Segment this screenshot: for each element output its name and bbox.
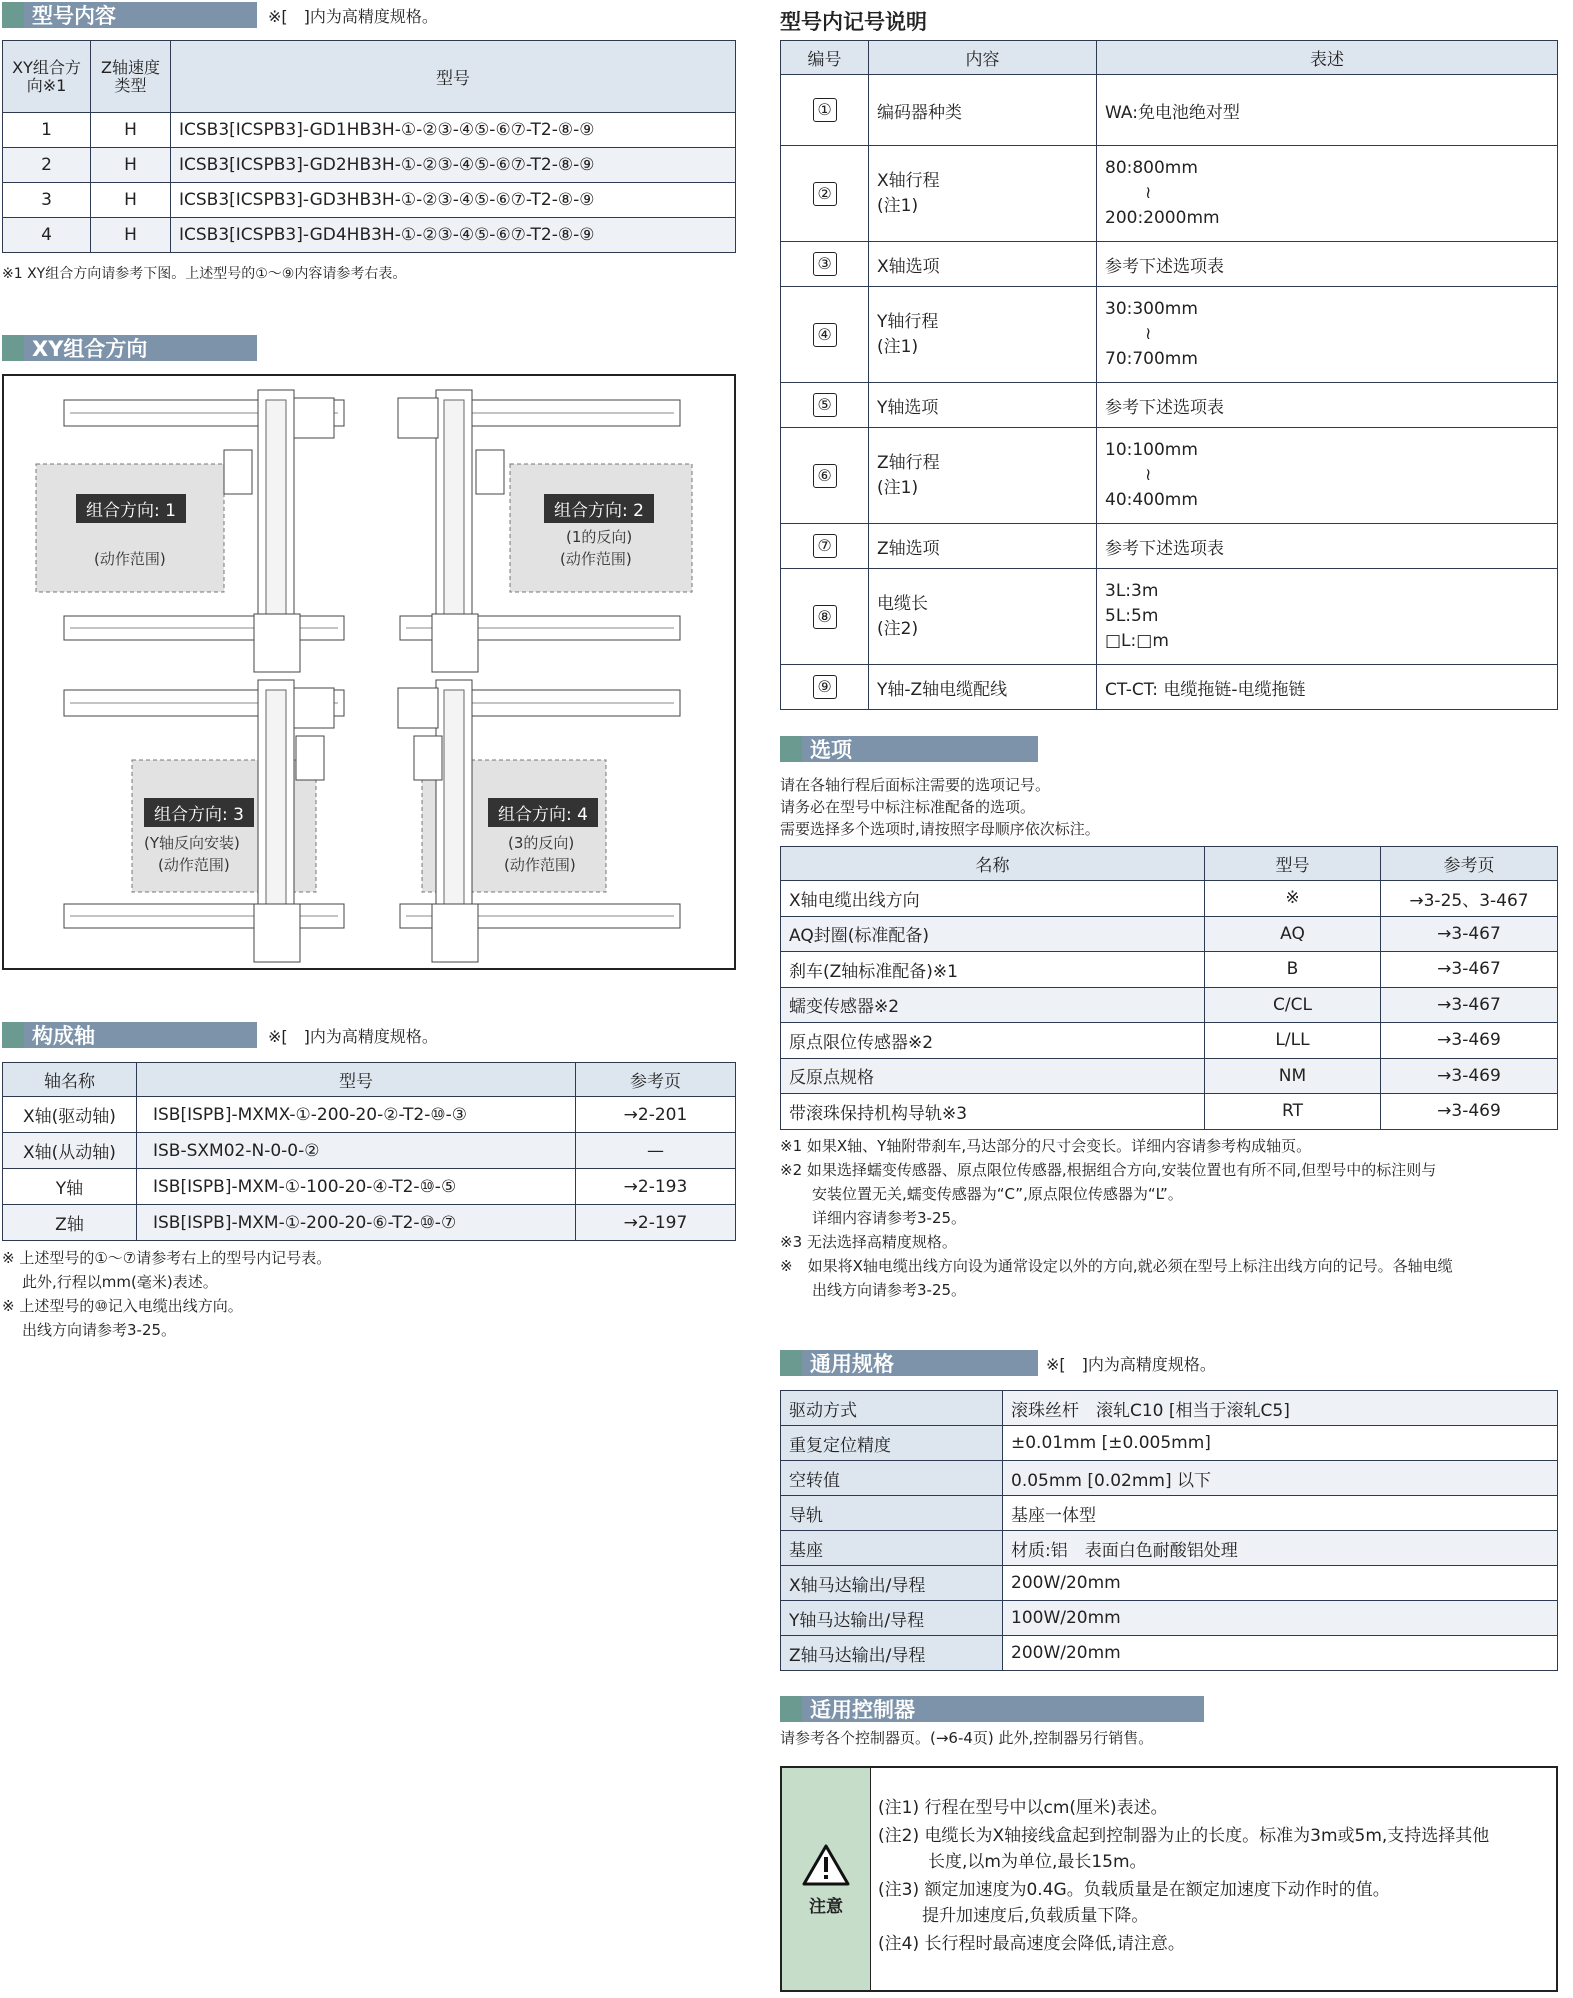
specs-label: Z轴马达输出/导程 — [781, 1636, 1003, 1671]
model-cell: 4 — [3, 218, 91, 253]
table-row — [781, 1566, 1558, 1601]
axes-cell: ISB[ISPB]-MXM-①-100-20-④-T2-⑩-⑤ — [137, 1169, 576, 1205]
options-cell: →3-467 — [1381, 987, 1558, 1023]
options-cell: 原点限位传感器※2 — [781, 1023, 1205, 1059]
options-cell: RT — [1205, 1094, 1381, 1130]
options-note-1: ※1 如果X轴、Y轴附带刹车,马达部分的尺寸会变长。详细内容请参考构成轴页。 — [780, 1137, 1312, 1155]
warning-icon — [802, 1844, 850, 1886]
specs-value: 200W/20mm — [1003, 1566, 1558, 1601]
table-row — [781, 242, 1558, 287]
options-intro-2: 请务必在型号中标注标准配备的选项。 — [780, 798, 1036, 816]
panel-4-range: (动作范围) — [504, 856, 576, 874]
table-row — [781, 1094, 1558, 1130]
table-row — [781, 569, 1558, 665]
symbol-desc: □L:□m — [1105, 631, 1169, 651]
symbol-content: Y轴行程 — [877, 311, 939, 332]
caution-note-3: 长度,以m为单位,最长15m。 — [928, 1852, 1147, 1872]
model-cell: H — [91, 183, 171, 218]
options-table — [780, 846, 1558, 1130]
controller-text: 请参考各个控制器页。(→6-4页) 此外,控制器另行销售。 — [780, 1729, 1154, 1747]
specs-value: 滚珠丝杆 滚轧C10 [相当于滚轧C5] — [1003, 1391, 1558, 1426]
specs-label: Y轴马达输出/导程 — [781, 1601, 1003, 1636]
table-row — [781, 1058, 1558, 1094]
axes-cell: X轴(驱动轴) — [3, 1097, 137, 1133]
options-cell: →3-469 — [1381, 1094, 1558, 1130]
axes-note-3: ※ 上述型号的⑩记入电缆出线方向。 — [2, 1297, 243, 1315]
symbol-desc: 参考下述选项表 — [1097, 383, 1558, 428]
symbol-number: ⑨ — [813, 675, 837, 699]
symbol-number: ⑤ — [813, 393, 837, 417]
table-row — [781, 75, 1558, 146]
table-row — [3, 183, 736, 218]
symbol-desc: 参考下述选项表 — [1097, 524, 1558, 569]
model-header-z: Z轴速度类型 — [91, 41, 171, 113]
model-cell: H — [91, 218, 171, 253]
specs-value: 100W/20mm — [1003, 1601, 1558, 1636]
symbols-header-no: 编号 — [781, 41, 869, 75]
panel-3-sub: (Y轴反向安装) — [144, 834, 240, 852]
options-cell: X轴电缆出线方向 — [781, 881, 1205, 917]
panel-1-drawing — [36, 390, 344, 672]
symbol-desc: 70:700mm — [1105, 349, 1198, 369]
options-note-3: 安装位置无关,蠕变传感器为“C”,原点限位传感器为“L”。 — [812, 1185, 1183, 1203]
symbol-desc-range: ≀ — [1145, 324, 1152, 344]
options-header-code: 型号 — [1205, 847, 1381, 881]
symbol-content-note: (注1) — [877, 195, 919, 216]
symbol-content: X轴选项 — [869, 242, 1097, 287]
options-header-name: 名称 — [781, 847, 1205, 881]
options-cell: 刹车(Z轴标准配备)※1 — [781, 952, 1205, 988]
caution-note-1: (注1) 行程在型号中以cm(厘米)表述。 — [878, 1798, 1168, 1818]
table-row — [781, 1426, 1558, 1461]
panel-2-range: (动作范围) — [560, 550, 632, 568]
axes-note-2: 此外,行程以mm(毫米)表述。 — [22, 1273, 218, 1291]
symbol-number: ⑥ — [813, 464, 837, 488]
table-row — [781, 1023, 1558, 1059]
caution-label: 注意 — [809, 1897, 843, 1917]
symbols-table — [780, 40, 1558, 710]
specs-label: 基座 — [781, 1531, 1003, 1566]
symbols-header-content: 内容 — [869, 41, 1097, 75]
symbol-content: Y轴选项 — [869, 383, 1097, 428]
specs-label: 导轨 — [781, 1496, 1003, 1531]
model-cell: ICSB3[ICSPB3]-GD4HB3H-①-②③-④⑤-⑥⑦-T2-⑧-⑨ — [171, 218, 736, 253]
table-row — [3, 1169, 736, 1205]
panel-1-range: (动作范围) — [94, 550, 166, 568]
axes-table — [2, 1062, 736, 1241]
caution-note-4: (注3) 额定加速度为0.4G。负载质量是在额定加速度下动作时的值。 — [878, 1880, 1390, 1900]
model-cell: H — [91, 148, 171, 183]
table-row — [781, 952, 1558, 988]
options-cell: →3-469 — [1381, 1058, 1558, 1094]
table-row — [781, 881, 1558, 917]
caution-note-6: (注4) 长行程时最高速度会降低,请注意。 — [878, 1934, 1185, 1954]
symbol-content: Z轴行程 — [877, 452, 940, 473]
specs-value: 材质:铝 表面白色耐酸铝处理 — [1003, 1531, 1558, 1566]
options-cell: →3-25、3-467 — [1381, 881, 1558, 917]
specs-label: X轴马达输出/导程 — [781, 1566, 1003, 1601]
options-note-7: 出线方向请参考3-25。 — [812, 1281, 967, 1299]
options-note-5: ※3 无法选择高精度规格。 — [780, 1233, 957, 1251]
model-cell: ICSB3[ICSPB3]-GD2HB3H-①-②③-④⑤-⑥⑦-T2-⑧-⑨ — [171, 148, 736, 183]
model-section-title: 型号内容 — [2, 2, 257, 28]
symbols-section-title: 型号内记号说明 — [780, 10, 927, 34]
symbol-desc-range: ≀ — [1145, 183, 1152, 203]
panel-1-label: 组合方向: 1 — [76, 494, 186, 523]
symbol-desc: 30:300mm — [1105, 299, 1198, 319]
specs-table — [780, 1390, 1558, 1671]
axes-cell: →2-201 — [576, 1097, 736, 1133]
symbol-number: ⑦ — [813, 534, 837, 558]
table-row — [3, 1133, 736, 1169]
xy-diagram — [2, 374, 736, 970]
table-row — [781, 428, 1558, 524]
axes-header-page: 参考页 — [576, 1063, 736, 1097]
table-row — [3, 218, 736, 253]
symbol-desc-range: ≀ — [1145, 465, 1152, 485]
axes-cell: Y轴 — [3, 1169, 137, 1205]
options-cell: →3-469 — [1381, 1023, 1558, 1059]
table-row — [781, 665, 1558, 710]
model-header-model: 型号 — [171, 41, 736, 113]
controller-section-title: 适用控制器 — [780, 1696, 1204, 1722]
symbol-desc: 80:800mm — [1105, 158, 1198, 178]
symbol-content: 编码器种类 — [869, 75, 1097, 146]
symbol-desc: WA:免电池绝对型 — [1097, 75, 1558, 146]
panel-3-range: (动作范围) — [158, 856, 230, 874]
symbol-number: ② — [813, 182, 837, 206]
options-cell: 反原点规格 — [781, 1058, 1205, 1094]
options-intro-3: 需要选择多个选项时,请按照字母顺序依次标注。 — [780, 820, 1100, 838]
axes-cell: ISB[ISPB]-MXMX-①-200-20-②-T2-⑩-③ — [137, 1097, 576, 1133]
caution-side — [782, 1768, 871, 1990]
axes-header-model: 型号 — [137, 1063, 576, 1097]
specs-section-note: ※[ ]内为高精度规格。 — [1046, 1355, 1216, 1374]
caution-note-2: (注2) 电缆长为X轴接线盒起到控制器为止的长度。标准为3m或5m,支持选择其他 — [878, 1826, 1490, 1846]
options-cell: B — [1205, 952, 1381, 988]
model-footnote: ※1 XY组合方向请参考下图。上述型号的①～⑨内容请参考右表。 — [2, 266, 407, 282]
options-cell: AQ — [1205, 916, 1381, 952]
options-section-title: 选项 — [780, 736, 1038, 762]
panel-4-sub: (3的反向) — [508, 834, 575, 852]
specs-value: 基座一体型 — [1003, 1496, 1558, 1531]
table-row — [781, 146, 1558, 242]
symbol-content-note: (注1) — [877, 336, 919, 357]
panel-2-label: 组合方向: 2 — [544, 494, 654, 523]
symbol-content-note: (注1) — [877, 477, 919, 498]
axes-header-name: 轴名称 — [3, 1063, 137, 1097]
axes-section-title: 构成轴 — [2, 1022, 257, 1048]
table-row — [781, 1391, 1558, 1426]
table-row — [781, 383, 1558, 428]
axes-cell: →2-197 — [576, 1205, 736, 1241]
table-row — [781, 1531, 1558, 1566]
options-intro-1: 请在各轴行程后面标注需要的选项记号。 — [780, 776, 1051, 794]
options-note-2: ※2 如果选择蠕变传感器、原点限位传感器,根据组合方向,安装位置也有所不同,但型号中的标注则与 — [780, 1161, 1437, 1179]
options-note-6: ※ 如果将X轴电缆出线方向设为通常设定以外的方向,就必须在型号上标注出线方向的记号。各轴电缆 — [780, 1257, 1453, 1275]
panel-2-drawing — [398, 390, 692, 672]
caution-note-5: 提升加速度后,负载质量下降。 — [922, 1906, 1149, 1926]
table-row — [781, 1636, 1558, 1671]
options-cell: →3-467 — [1381, 916, 1558, 952]
model-cell: H — [91, 113, 171, 148]
xy-section-title: XY组合方向 — [2, 335, 257, 361]
symbols-header-desc: 表述 — [1097, 41, 1558, 75]
symbol-number: ① — [813, 98, 837, 122]
axes-cell: X轴(从动轴) — [3, 1133, 137, 1169]
symbol-desc: 40:400mm — [1105, 490, 1198, 510]
table-row — [3, 148, 736, 183]
specs-label: 驱动方式 — [781, 1391, 1003, 1426]
model-cell: 3 — [3, 183, 91, 218]
options-header-page: 参考页 — [1381, 847, 1558, 881]
model-section-note: ※[ ]内为高精度规格。 — [268, 7, 438, 26]
panel-2-sub: (1的反向) — [566, 528, 633, 546]
symbol-content-note: (注2) — [877, 618, 919, 639]
symbol-content: X轴行程 — [877, 170, 940, 191]
caution-box — [780, 1766, 1558, 1992]
axes-section-note: ※[ ]内为高精度规格。 — [268, 1027, 438, 1046]
model-cell: ICSB3[ICSPB3]-GD1HB3H-①-②③-④⑤-⑥⑦-T2-⑧-⑨ — [171, 113, 736, 148]
options-cell: →3-467 — [1381, 952, 1558, 988]
axes-note-4: 出线方向请参考3-25。 — [22, 1321, 177, 1339]
symbol-desc: 5L:5m — [1105, 606, 1159, 626]
table-row — [781, 1461, 1558, 1496]
axes-note-1: ※ 上述型号的①～⑦请参考右上的型号内记号表。 — [2, 1249, 332, 1267]
model-cell: ICSB3[ICSPB3]-GD3HB3H-①-②③-④⑤-⑥⑦-T2-⑧-⑨ — [171, 183, 736, 218]
table-row — [3, 113, 736, 148]
symbol-desc: 10:100mm — [1105, 440, 1198, 460]
specs-label: 空转值 — [781, 1461, 1003, 1496]
options-cell: C/CL — [1205, 987, 1381, 1023]
options-note-4: 详细内容请参考3-25。 — [812, 1209, 967, 1227]
table-row — [781, 1496, 1558, 1531]
table-row — [781, 287, 1558, 383]
specs-value: 200W/20mm — [1003, 1636, 1558, 1671]
symbol-content: 电缆长 — [877, 593, 928, 614]
specs-value: 0.05mm [0.02mm] 以下 — [1003, 1461, 1558, 1496]
axes-cell: Z轴 — [3, 1205, 137, 1241]
symbol-desc: 参考下述选项表 — [1097, 242, 1558, 287]
table-row — [781, 916, 1558, 952]
table-row — [781, 1601, 1558, 1636]
model-table — [2, 40, 736, 253]
symbol-number: ⑧ — [813, 605, 837, 629]
options-cell: 蠕变传感器※2 — [781, 987, 1205, 1023]
table-row — [781, 524, 1558, 569]
symbol-content: Y轴-Z轴电缆配线 — [869, 665, 1097, 710]
model-cell: 1 — [3, 113, 91, 148]
symbol-number: ④ — [813, 323, 837, 347]
axes-cell: →2-193 — [576, 1169, 736, 1205]
options-cell: AQ封圈(标准配备) — [781, 916, 1205, 952]
model-header-xy: XY组合方向※1 — [3, 41, 91, 113]
axes-cell: ISB[ISPB]-MXM-①-200-20-⑥-T2-⑩-⑦ — [137, 1205, 576, 1241]
model-cell: 2 — [3, 148, 91, 183]
xy-diagram-drawing — [4, 376, 734, 968]
table-row — [781, 987, 1558, 1023]
options-cell: 带滚珠保持机构导轨※3 — [781, 1094, 1205, 1130]
panel-4-label: 组合方向: 4 — [488, 798, 598, 827]
axes-cell: ISB-SXM02-N-0-0-② — [137, 1133, 576, 1169]
table-row — [3, 1097, 736, 1133]
options-cell: ※ — [1205, 881, 1381, 917]
symbol-desc: 3L:3m — [1105, 581, 1159, 601]
options-cell: L/LL — [1205, 1023, 1381, 1059]
axes-cell: — — [576, 1133, 736, 1169]
options-cell: NM — [1205, 1058, 1381, 1094]
symbol-desc: 200:2000mm — [1105, 208, 1220, 228]
symbol-content: Z轴选项 — [869, 524, 1097, 569]
symbol-number: ③ — [813, 252, 837, 276]
specs-value: ±0.01mm [±0.005mm] — [1003, 1426, 1558, 1461]
symbol-desc: CT-CT: 电缆拖链-电缆拖链 — [1097, 665, 1558, 710]
specs-section-title: 通用规格 — [780, 1350, 1038, 1376]
table-row — [3, 1205, 736, 1241]
panel-3-label: 组合方向: 3 — [144, 798, 254, 827]
specs-label: 重复定位精度 — [781, 1426, 1003, 1461]
